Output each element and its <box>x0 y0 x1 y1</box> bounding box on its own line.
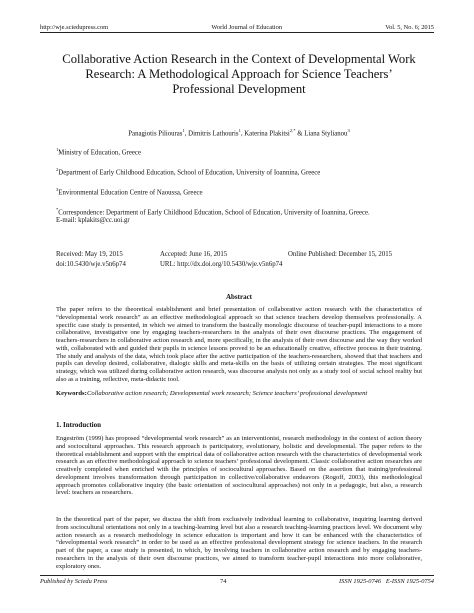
publisher: Published by Sciedu Press <box>40 578 108 585</box>
author-name: Panagiotis Piliouras <box>128 130 183 138</box>
page-number: 74 <box>220 578 227 585</box>
abstract-heading: Abstract <box>225 293 253 301</box>
publication-dates <box>56 250 422 270</box>
journal-name: World Journal of Education <box>211 24 283 31</box>
correspondence <box>56 206 422 226</box>
author-affiliation-mark: 1 <box>182 128 185 133</box>
author-separator: , <box>240 130 245 138</box>
author-affiliation-mark: 1 <box>238 128 241 133</box>
affiliation-1 <box>56 146 422 157</box>
affiliation-2 <box>56 166 422 177</box>
affiliation-text: Environmental Education Centre of Naoussa, Greece <box>58 189 203 197</box>
author-name: Katerina Plakitsi <box>244 130 290 138</box>
abstract-text: The paper refers to the theoretical establishment and brief presentation of collaborative action research with the characteristics of “developmental work research” as an effective methodological approach so that science teachers develop themselves professionally. A specific case study is presented, in which we aimed to transform the basically monologic discourse of teacher-pupil interactions to a more collaborative, investigative one by engaging teachers-researchers in the analysis of their own discourse practices. The engagement of teachers-researchers in collaborative action research and, more specifically, in the analysis of their own discourse and the way they worked with, collaborated with and guided their pupils in science lessons proved to be an educationally creative, effective process in their training. The study and analysis of the data, which took place after the active participation of the teachers-researchers, showed that that teachers and pupils can develop desired, collaborative, dialogic skills and meta-skills on the basis of utilizing certain strategies. The most significant strategy, which was utilized during collaborative action research, was discourse analysis not only as a study tool of social school reality but also as a training, reflective, meta-didactic tool. <box>56 306 422 383</box>
received-date: Received: May 19, 2015 <box>56 251 123 258</box>
intro-paragraph-1: Engeström (1999) has proposed “developmental work research” as an interventionist, research methodology in the context of action theory and sociocultural approaches. This research approach is participatory, evolutionary, holistic and developmental. The paper refers to the theoretical establishment and support with the empirical data of collaborative action research with the characteristics of developmental work research as an effective methodological approach to science teachers’ professional development. Classic collaborative action researches are creatively completed when enriched with the principles of sociocultural approaches. Based on the assertion that training/professional development involves transformation through participation in collective/collaborative endeavors (Rogoff, 2003), this methodological approach promotes collaborative inquiry (the basic orientation of sociocultural approaches) not only in a pedagogic, but also, a research level: teachers as researchers. <box>56 435 422 497</box>
article-url[interactable]: URL: http://dx.doi.org/10.5430/wje.v5n6p74 <box>160 261 283 268</box>
correspondence-text: Correspondence: Department of Early Childhood Education, School of Education, University of Ioannina, Greece. <box>58 209 370 217</box>
accepted-date: Accepted: June 16, 2015 <box>160 251 228 258</box>
affiliation-3 <box>56 186 422 197</box>
keywords-label: Keywords: <box>56 390 87 397</box>
affiliation-mark: 1 <box>56 147 59 152</box>
correspondence-mark: * <box>56 207 59 212</box>
eissn: E-ISSN 1925-0754 <box>385 578 434 585</box>
issn: ISSN 1925-0746 <box>339 578 382 585</box>
issn-info <box>339 578 434 585</box>
affiliation-text: Ministry of Education, Greece <box>58 149 141 157</box>
author-name: Liana Stylianou <box>304 130 348 138</box>
author-email[interactable]: E-mail: kplakits@cc.uoi.gr <box>56 217 130 225</box>
section-heading: 1. Introduction <box>56 421 101 429</box>
intro-paragraph-2: In the theoretical part of the paper, we discuss the shift from exclusively individual learning to collaborative, inquiring learning derived from sociocultural orientations not only in a teaching-learning level but also a research teaching-learning practices level. We document why action research as a research methodology in science education is important and how it can be enhanced with the characteristics of “developmental work research” in order to be used as an effective professional development strategy for science teachers. In the research part of the paper, a case study is presented, in which, by involving teachers in collaborative action research and by engaging teachers-researchers in the analysis of their own discourse practices, we aimed to transform teacher-pupil interactions into more collaborative, exploratory ones. <box>56 516 422 570</box>
affiliation-mark: 2 <box>56 167 59 172</box>
running-footer <box>40 575 434 585</box>
paper-title: Collaborative Action Research in the Context of Developmental Work Research: A Methodological Approach for Science Teachers’ Professional Development <box>62 52 416 96</box>
journal-url[interactable]: http://wje.sciedupress.com <box>40 24 109 31</box>
author-name: Dimitris Lathouris <box>188 130 239 138</box>
running-header <box>40 24 434 33</box>
affiliation-text: Department of Early Childhood Education, School of Education, University of Ioannina, Greece <box>58 169 321 177</box>
affiliation-mark: 3 <box>56 187 59 192</box>
online-date: Online Published: December 15, 2015 <box>288 251 393 258</box>
author-separator: , <box>184 130 189 138</box>
author-list <box>56 128 422 137</box>
author-separator: & <box>295 130 305 138</box>
doi[interactable]: doi:10.5430/wje.v5n6p74 <box>56 261 126 268</box>
volume-info: Vol. 5, No. 6; 2015 <box>385 24 434 31</box>
author-affiliation-mark: 2,* <box>289 128 296 133</box>
keywords <box>56 390 422 398</box>
keywords-text: Collaborative action research; Developmental work research; Science teachers’ professional development <box>87 390 368 397</box>
author-affiliation-mark: 3 <box>347 128 350 133</box>
